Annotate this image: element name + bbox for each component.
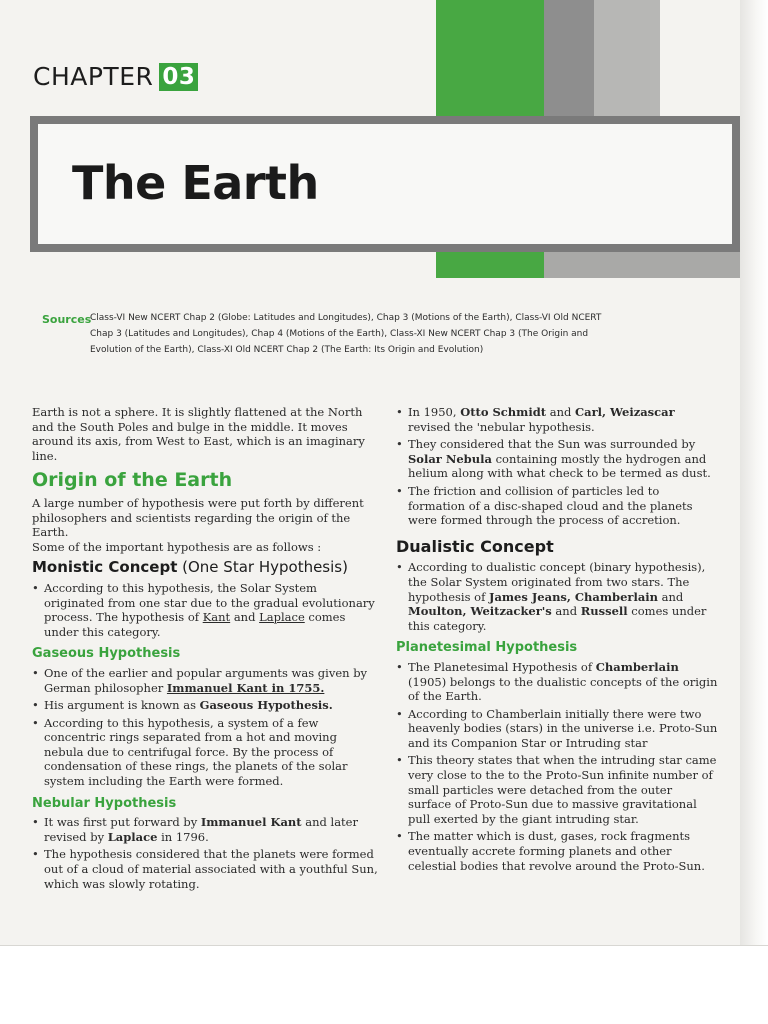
text: Russell <box>580 604 628 619</box>
list-item <box>396 405 718 434</box>
text: comes under this category. <box>44 610 346 639</box>
text: (1905) belongs to the dualistic concepts of the origin of the Earth. <box>408 674 718 704</box>
left-column <box>32 405 380 894</box>
monistic-heading <box>32 560 380 575</box>
text: James Jeans, Chamberlain <box>489 589 659 604</box>
origin-heading: Origin of the Earth <box>32 469 233 492</box>
page-edge <box>740 0 768 945</box>
sources-line: Chap 3 (Latitudes and Longitudes), Chap 4 (Motions of the Earth), Class-XI New NCERT Chap 3 (The Origin and <box>90 329 589 339</box>
monistic-heading-main: Monistic Concept <box>32 558 178 577</box>
chapter-label <box>33 62 198 91</box>
nebular-heading: Nebular Hypothesis <box>32 795 177 811</box>
sources-line: Evolution of the Earth), Class-XI Old NCERT Chap 2 (The Earth: Its Origin and Evolution) <box>90 345 484 355</box>
nebular-continued-list <box>396 405 718 528</box>
planetesimal-list <box>396 660 718 873</box>
text: Otto Schmidt <box>460 405 547 419</box>
list-item: • The matter which is dust, gases, rock fragments eventually accrete forming planets and other celestial bodies that revolve around the Proto-Sun. <box>396 829 718 873</box>
sources-text <box>90 310 682 358</box>
dualistic-list <box>396 560 718 633</box>
nebular-list <box>32 815 380 891</box>
planetesimal-heading: Planetesimal Hypothesis <box>396 640 578 656</box>
gaseous-list <box>32 666 380 789</box>
right-column <box>396 405 718 876</box>
sources-line: Class-VI New NCERT Chap 2 (Globe: Latitudes and Longitudes), Chap 3 (Motions of the Earth), Class-VI Old NCERT <box>90 313 602 323</box>
list-item <box>32 581 380 639</box>
header-green-block <box>436 0 544 118</box>
gaseous-heading: Gaseous Hypothesis <box>32 646 181 662</box>
chapter-word: CHAPTER <box>33 62 154 91</box>
text: Solar Nebula <box>408 451 492 466</box>
list-item <box>396 560 718 633</box>
title-frame-green <box>436 252 544 278</box>
intro-paragraph: Earth is not a sphere. It is slightly flattened at the North and the South Poles and bulge in the middle. It moves around its axis, from West to East, which is an imaginary line. <box>32 405 365 463</box>
header-grey-block <box>544 0 594 118</box>
origin-paragraph: Some of the important hypothesis are as follows : <box>32 539 322 554</box>
list-item: • According to Chamberlain initially there were two heavenly bodies (stars) in the universe i.e. Proto-Sun and its Companion Star or Intruding star <box>396 707 718 751</box>
text: His argument is known as <box>44 698 200 713</box>
text: They considered that the Sun was surrounded by <box>408 437 696 452</box>
monistic-heading-sub: (One Star Hypothesis) <box>177 558 348 577</box>
text: One of the earlier and popular arguments was given by German philosopher <box>44 665 368 695</box>
list-item: • The friction and collision of particles led to formation of a disc-shaped cloud and the planets were formed through the process of accretion. <box>396 484 718 528</box>
text: revised the 'nebular hypothesis. <box>408 419 595 434</box>
text: and <box>551 604 581 619</box>
list-item: • The hypothesis considered that the planets were formed out of a cloud of material associated with a youthful Sun, which was slowly rotating. <box>32 847 380 891</box>
text: The Planetesimal Hypothesis of <box>408 659 596 674</box>
chapter-number: 03 <box>159 63 198 91</box>
text: According to this hypothesis, the Solar System originated from one star due to the gradual evolutionary process. The hypothesis of <box>44 580 375 625</box>
text: Chamberlain <box>595 659 679 674</box>
text: Laplace <box>259 610 305 625</box>
text: According to dualistic concept (binary hypothesis), the Solar System originated from two stars. The hypothesis of <box>408 560 706 604</box>
text: and <box>658 589 684 604</box>
text: Kant <box>202 610 231 625</box>
list-item <box>396 437 718 481</box>
text: containing mostly the hydrogen and helium along with what check to be termed as dust. <box>408 451 711 481</box>
header-light-grey-block <box>594 0 660 118</box>
list-item <box>32 815 380 844</box>
scan-background <box>0 945 768 1024</box>
text: Immanuel Kant <box>200 815 302 830</box>
text: Immanuel Kant in 1755. <box>166 680 325 695</box>
text: In 1950, <box>408 405 461 419</box>
list-item <box>396 660 718 704</box>
dualistic-heading: Dualistic Concept <box>396 536 554 556</box>
text: Moulton, Weitzacker's <box>408 604 552 619</box>
list-item: • According to this hypothesis, a system of a few concentric rings separated from a hot and moving nebula due to centrifugal force. By the process of condensation of these rings, the planets of the solar system including the Earth were formed. <box>32 716 380 789</box>
list-item <box>32 666 380 695</box>
list-item <box>32 698 380 713</box>
text: It was first put forward by <box>44 815 201 830</box>
text: and <box>230 610 260 625</box>
sources-label: Sources <box>42 313 92 326</box>
sources-block <box>42 310 682 358</box>
monistic-list <box>32 581 380 639</box>
origin-paragraph: A large number of hypothesis were put forth by different philosophers and scientists regarding the origin of the Earth. <box>32 495 364 540</box>
chapter-title: The Earth <box>72 156 319 210</box>
list-item: • This theory states that when the intruding star came very close to the to the Proto-Sun infinite number of small particles were detached from the outer surface of Proto-Sun due to massive gravitational pull exerted by the giant intruding star. <box>396 753 718 826</box>
text: Carl, Weizascar <box>575 405 675 419</box>
text: Gaseous Hypothesis. <box>199 698 333 713</box>
text: in 1796. <box>157 829 209 844</box>
text: comes under this category. <box>408 604 707 633</box>
text: and <box>546 405 575 419</box>
text: Laplace <box>107 829 158 844</box>
text: and later revised by <box>44 815 358 844</box>
